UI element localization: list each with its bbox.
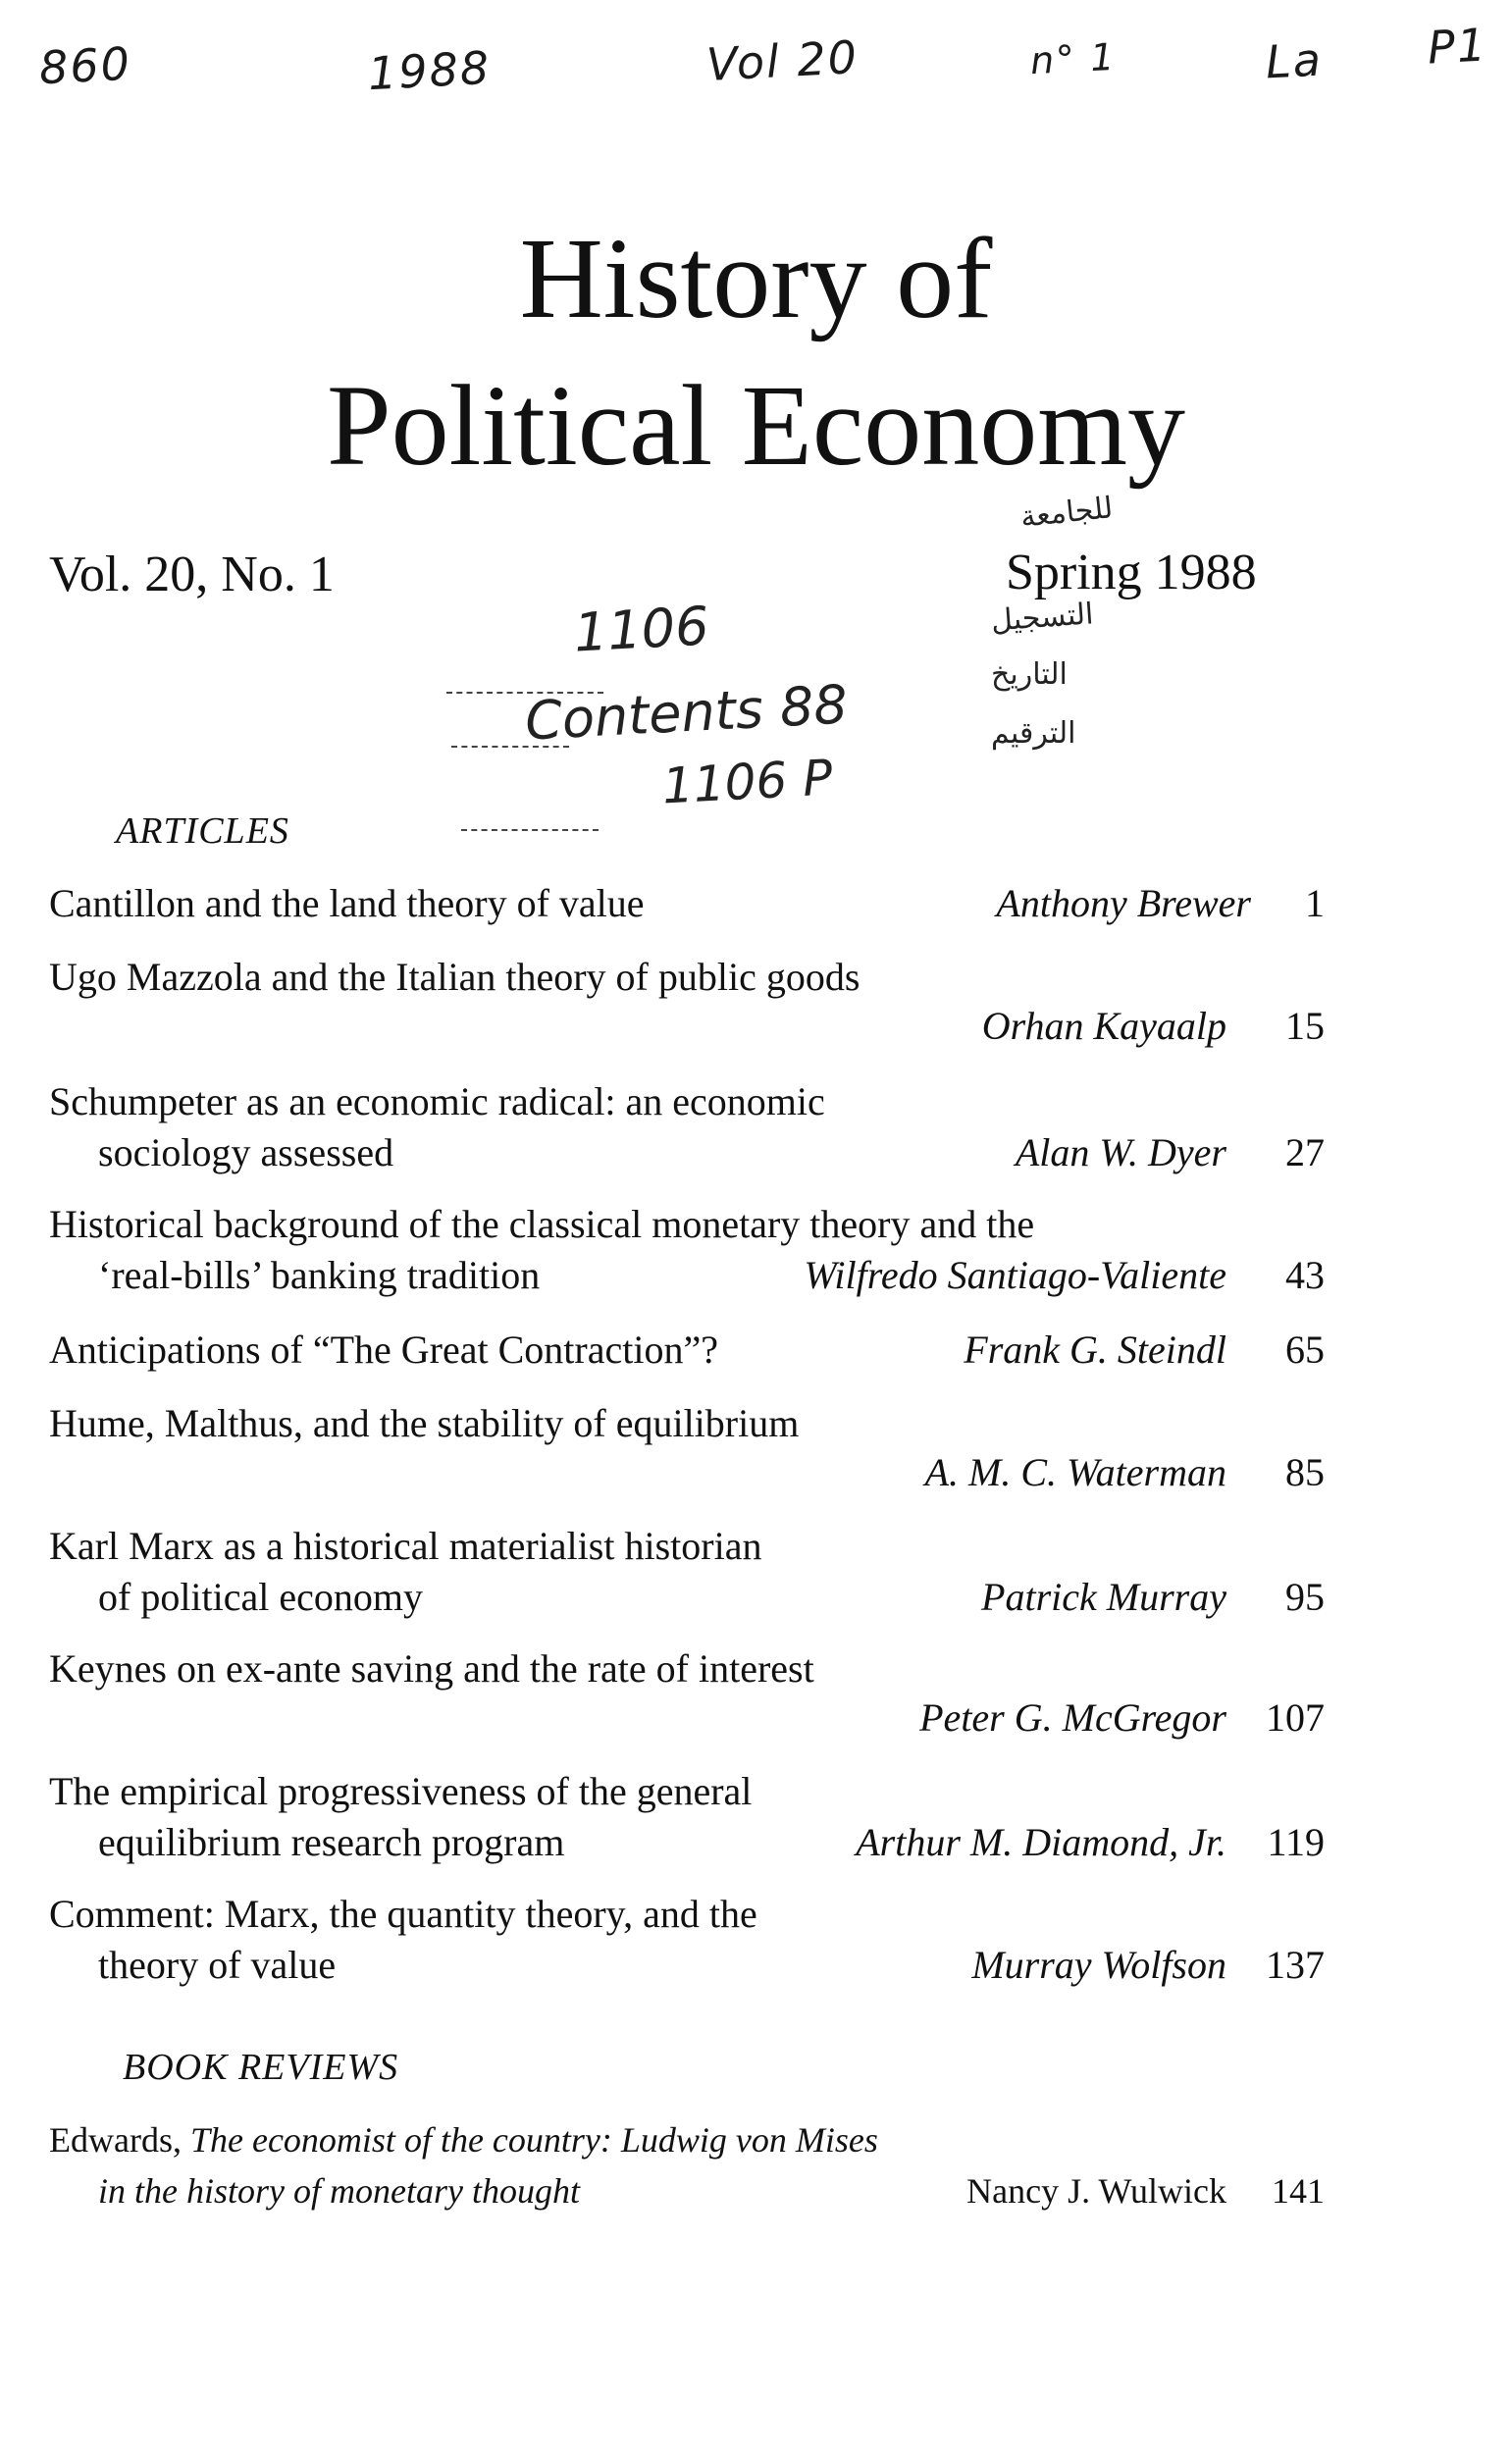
stamp-accession-number: 1106 bbox=[572, 595, 710, 664]
article-author: Patrick Murray bbox=[981, 1575, 1226, 1619]
article-title: Keynes on ex-ante saving and the rate of interest bbox=[49, 1646, 814, 1691]
article-title: Ugo Mazzola and the Italian theory of public goods bbox=[49, 955, 860, 999]
article-title: Anticipations of “The Great Contraction”? bbox=[49, 1328, 718, 1372]
article-page: 95 bbox=[1285, 1575, 1325, 1619]
book-reviews-heading: BOOK REVIEWS bbox=[123, 2047, 399, 2088]
article-entry bbox=[49, 952, 1325, 1048]
review-book-author: Edwards, bbox=[49, 2120, 190, 2160]
journal-title-line1: History of bbox=[519, 214, 993, 342]
article-title: Hume, Malthus, and the stability of equilibrium bbox=[49, 1401, 800, 1445]
issue-season: Spring 1988 bbox=[1006, 545, 1257, 600]
article-entry bbox=[49, 1766, 1325, 1868]
article-entry bbox=[49, 878, 1325, 929]
handwritten-note-number: n° 1 bbox=[1028, 34, 1118, 83]
article-title-line1: Historical background of the classical monetary theory and the bbox=[49, 1202, 1035, 1246]
review-entry bbox=[49, 2114, 1325, 2216]
stamp-dash-line-2 bbox=[451, 746, 569, 748]
article-entry bbox=[49, 1325, 1325, 1376]
article-title-line1: Karl Marx as a historical materialist historian bbox=[49, 1524, 762, 1568]
article-title-line2: ‘real-bills’ banking tradition bbox=[98, 1253, 541, 1297]
review-page: 141 bbox=[1272, 2171, 1325, 2211]
article-page: 137 bbox=[1266, 1943, 1325, 1987]
article-page: 65 bbox=[1285, 1328, 1325, 1372]
article-title-line1: Comment: Marx, the quantity theory, and the bbox=[49, 1892, 757, 1936]
stamp-reference: 1106 P bbox=[660, 749, 834, 815]
article-page: 43 bbox=[1285, 1253, 1325, 1297]
article-title: Cantillon and the land theory of value bbox=[49, 881, 645, 925]
article-entry bbox=[49, 1643, 1325, 1740]
article-title-line2: sociology assessed bbox=[98, 1130, 394, 1174]
articles-heading: ARTICLES bbox=[116, 810, 289, 852]
arabic-stamp-line4: الترقيم bbox=[991, 716, 1076, 751]
article-entry bbox=[49, 1889, 1325, 1991]
article-author: Peter G. McGregor bbox=[919, 1695, 1226, 1740]
handwritten-note-volume: Vol 20 bbox=[704, 29, 860, 92]
article-page: 85 bbox=[1285, 1450, 1325, 1494]
article-page: 15 bbox=[1285, 1004, 1325, 1048]
article-page: 119 bbox=[1267, 1820, 1325, 1864]
article-title-line1: The empirical progressiveness of the general bbox=[49, 1769, 753, 1813]
article-entry bbox=[49, 1076, 1325, 1178]
stamp-dash-line-1 bbox=[446, 692, 603, 694]
review-book-title-cont: in the history of monetary thought bbox=[98, 2171, 580, 2211]
article-page: 1 bbox=[1305, 881, 1325, 925]
article-title-line2: equilibrium research program bbox=[98, 1820, 565, 1864]
article-author: Wilfredo Santiago-Valiente bbox=[804, 1253, 1226, 1297]
article-author: Alan W. Dyer bbox=[1015, 1130, 1226, 1174]
article-entry bbox=[49, 1199, 1325, 1301]
stamp-contents-date: Contents 88 bbox=[523, 673, 850, 753]
journal-title-line2: Political Economy bbox=[326, 361, 1186, 490]
article-page: 107 bbox=[1266, 1695, 1325, 1740]
article-entry bbox=[49, 1398, 1325, 1494]
handwritten-note-860: 860 bbox=[37, 36, 133, 95]
arabic-stamp-line2: التسجيل bbox=[989, 597, 1095, 639]
article-author: Orhan Kayaalp bbox=[981, 1004, 1226, 1048]
volume-number: Vol. 20, No. 1 bbox=[49, 547, 335, 602]
review-book-title: The economist of the country: Ludwig von Mises bbox=[189, 2120, 878, 2160]
handwritten-note-p1: P1 bbox=[1426, 18, 1489, 75]
arabic-stamp-line1: للجامعة bbox=[1018, 491, 1115, 535]
article-author: Anthony Brewer bbox=[996, 881, 1251, 925]
stamp-dash-line-3 bbox=[461, 829, 599, 831]
review-book-line1 bbox=[49, 2114, 1325, 2165]
review-reviewer: Nancy J. Wulwick bbox=[966, 2171, 1226, 2211]
article-page: 27 bbox=[1285, 1130, 1325, 1174]
article-author: A. M. C. Waterman bbox=[924, 1450, 1226, 1494]
article-title-line2: of political economy bbox=[98, 1575, 424, 1619]
article-author: Frank G. Steindl bbox=[964, 1328, 1226, 1372]
article-title-line1: Schumpeter as an economic radical: an economic bbox=[49, 1079, 825, 1123]
handwritten-note-year: 1988 bbox=[366, 40, 493, 101]
article-title-line2: theory of value bbox=[98, 1943, 337, 1987]
article-author: Arthur M. Diamond, Jr. bbox=[856, 1820, 1226, 1864]
article-author: Murray Wolfson bbox=[971, 1943, 1226, 1987]
article-entry bbox=[49, 1521, 1325, 1623]
arabic-stamp-line3: التاريخ bbox=[991, 657, 1068, 692]
handwritten-note-la: La bbox=[1264, 32, 1325, 89]
